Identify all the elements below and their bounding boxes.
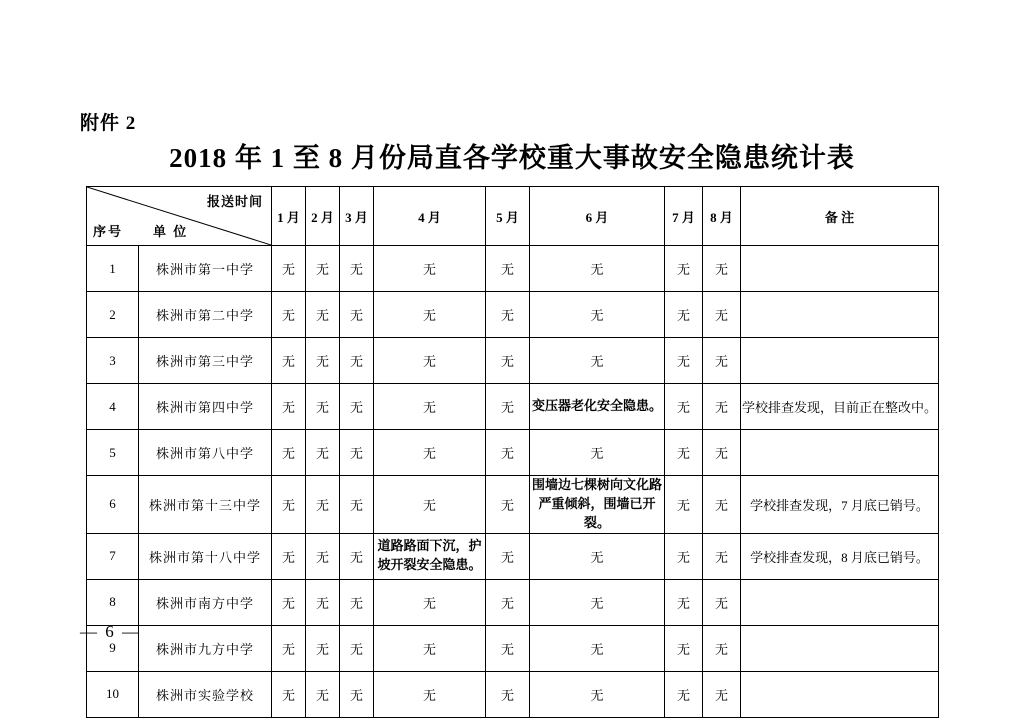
row-m8: 无	[703, 579, 741, 625]
row-m4: 无	[374, 476, 486, 534]
row-m4: 无	[374, 292, 486, 338]
row-m1: 无	[272, 292, 306, 338]
row-m5: 无	[486, 625, 530, 671]
row-m2: 无	[306, 292, 340, 338]
header-month-5: 5 月	[486, 187, 530, 246]
row-m1: 无	[272, 338, 306, 384]
row-m7: 无	[665, 671, 703, 717]
row-m1: 无	[272, 246, 306, 292]
row-m6: 无	[530, 579, 665, 625]
row-m2: 无	[306, 533, 340, 579]
row-remark	[741, 671, 939, 717]
row-m3: 无	[340, 579, 374, 625]
row-m7: 无	[665, 476, 703, 534]
row-m8: 无	[703, 246, 741, 292]
row-unit: 株洲市九方中学	[139, 625, 272, 671]
row-m1: 无	[272, 384, 306, 430]
row-m5: 无	[486, 476, 530, 534]
row-remark	[741, 246, 939, 292]
row-m8: 无	[703, 384, 741, 430]
report-time-label: 报送时间	[206, 194, 263, 209]
header-seq: 序号	[93, 224, 124, 239]
table-row	[87, 476, 939, 534]
table-row	[87, 430, 939, 476]
header-month-7: 7 月	[665, 187, 703, 246]
row-remark	[741, 292, 939, 338]
row-m2: 无	[306, 625, 340, 671]
row-seq: 8	[87, 579, 139, 625]
row-unit: 株洲市第八中学	[139, 430, 272, 476]
row-m2: 无	[306, 476, 340, 534]
row-unit: 株洲市第三中学	[139, 338, 272, 384]
row-m3: 无	[340, 476, 374, 534]
row-unit: 株洲市第二中学	[139, 292, 272, 338]
row-m2: 无	[306, 430, 340, 476]
table-row	[87, 384, 939, 430]
row-m4: 道路路面下沉，护坡开裂安全隐患。	[374, 533, 486, 579]
table-row	[87, 671, 939, 717]
row-m3: 无	[340, 430, 374, 476]
row-m5: 无	[486, 533, 530, 579]
row-m8: 无	[703, 292, 741, 338]
row-unit: 株洲市第十八中学	[139, 533, 272, 579]
table-row	[87, 533, 939, 579]
row-seq: 5	[87, 430, 139, 476]
table-row	[87, 338, 939, 384]
row-unit: 株洲市第一中学	[139, 246, 272, 292]
row-seq: 6	[87, 476, 139, 534]
row-m3: 无	[340, 384, 374, 430]
row-m5: 无	[486, 384, 530, 430]
row-remark	[741, 579, 939, 625]
row-m2: 无	[306, 384, 340, 430]
row-m6: 围墙边七棵树向文化路严重倾斜，围墙已开裂。	[530, 476, 665, 534]
row-unit: 株洲市第十三中学	[139, 476, 272, 534]
row-m5: 无	[486, 338, 530, 384]
row-m6: 无	[530, 430, 665, 476]
row-m7: 无	[665, 430, 703, 476]
row-seq: 2	[87, 292, 139, 338]
row-m2: 无	[306, 338, 340, 384]
row-m2: 无	[306, 246, 340, 292]
row-unit: 株洲市南方中学	[139, 579, 272, 625]
row-seq: 7	[87, 533, 139, 579]
row-m4: 无	[374, 338, 486, 384]
header-month-8: 8 月	[703, 187, 741, 246]
row-seq: 10	[87, 671, 139, 717]
row-m6: 变压器老化安全隐患。	[530, 384, 665, 430]
table-row	[87, 246, 939, 292]
row-m8: 无	[703, 430, 741, 476]
row-m3: 无	[340, 625, 374, 671]
row-m8: 无	[703, 671, 741, 717]
row-remark: 学校排查发现，目前正在整改中。	[741, 384, 939, 430]
page-title: 2018 年 1 至 8 月份局直各学校重大事故安全隐患统计表	[169, 143, 855, 173]
row-seq: 4	[87, 384, 139, 430]
row-remark	[741, 338, 939, 384]
hazard-statistics-table	[86, 186, 939, 718]
row-m7: 无	[665, 246, 703, 292]
row-m6: 无	[530, 292, 665, 338]
row-m4: 无	[374, 579, 486, 625]
row-m4: 无	[374, 246, 486, 292]
row-m3: 无	[340, 671, 374, 717]
row-m2: 无	[306, 579, 340, 625]
row-m3: 无	[340, 246, 374, 292]
row-m7: 无	[665, 338, 703, 384]
header-month-6: 6 月	[530, 187, 665, 246]
row-m3: 无	[340, 292, 374, 338]
row-m5: 无	[486, 671, 530, 717]
row-m4: 无	[374, 625, 486, 671]
table-row	[87, 625, 939, 671]
attachment-label: 附件 2	[80, 113, 137, 134]
row-m8: 无	[703, 625, 741, 671]
row-m1: 无	[272, 579, 306, 625]
row-m3: 无	[340, 533, 374, 579]
header-month-2: 2 月	[306, 187, 340, 246]
row-m1: 无	[272, 671, 306, 717]
unit-label: 单 位	[153, 224, 189, 239]
row-m5: 无	[486, 292, 530, 338]
row-m5: 无	[486, 430, 530, 476]
header-month-1: 1 月	[272, 187, 306, 246]
row-m4: 无	[374, 384, 486, 430]
page-number: — 6 —	[80, 622, 141, 641]
row-m8: 无	[703, 338, 741, 384]
row-m1: 无	[272, 430, 306, 476]
row-m1: 无	[272, 476, 306, 534]
row-m1: 无	[272, 533, 306, 579]
row-m4: 无	[374, 430, 486, 476]
row-m7: 无	[665, 625, 703, 671]
row-unit: 株洲市第四中学	[139, 384, 272, 430]
row-m1: 无	[272, 625, 306, 671]
header-corner-cell	[87, 187, 272, 246]
row-m6: 无	[530, 533, 665, 579]
row-m7: 无	[665, 384, 703, 430]
row-seq: 3	[87, 338, 139, 384]
row-seq: 1	[87, 246, 139, 292]
row-unit: 株洲市实验学校	[139, 671, 272, 717]
row-remark: 学校排查发现，8 月底已销号。	[741, 533, 939, 579]
row-m6: 无	[530, 246, 665, 292]
row-remark	[741, 625, 939, 671]
row-seq: 9	[87, 625, 139, 671]
header-month-3: 3 月	[340, 187, 374, 246]
row-m4: 无	[374, 671, 486, 717]
row-m5: 无	[486, 246, 530, 292]
row-m6: 无	[530, 338, 665, 384]
row-m6: 无	[530, 625, 665, 671]
row-m6: 无	[530, 671, 665, 717]
row-m8: 无	[703, 533, 741, 579]
row-remark: 学校排查发现，7 月底已销号。	[741, 476, 939, 534]
header-month-4: 4 月	[374, 187, 486, 246]
row-m7: 无	[665, 533, 703, 579]
row-m8: 无	[703, 476, 741, 534]
table-row	[87, 579, 939, 625]
row-m7: 无	[665, 292, 703, 338]
row-m5: 无	[486, 579, 530, 625]
row-remark	[741, 430, 939, 476]
row-m3: 无	[340, 338, 374, 384]
row-m2: 无	[306, 671, 340, 717]
header-remark: 备 注	[741, 187, 939, 246]
row-m7: 无	[665, 579, 703, 625]
table-header-row	[87, 187, 939, 246]
table-row	[87, 292, 939, 338]
